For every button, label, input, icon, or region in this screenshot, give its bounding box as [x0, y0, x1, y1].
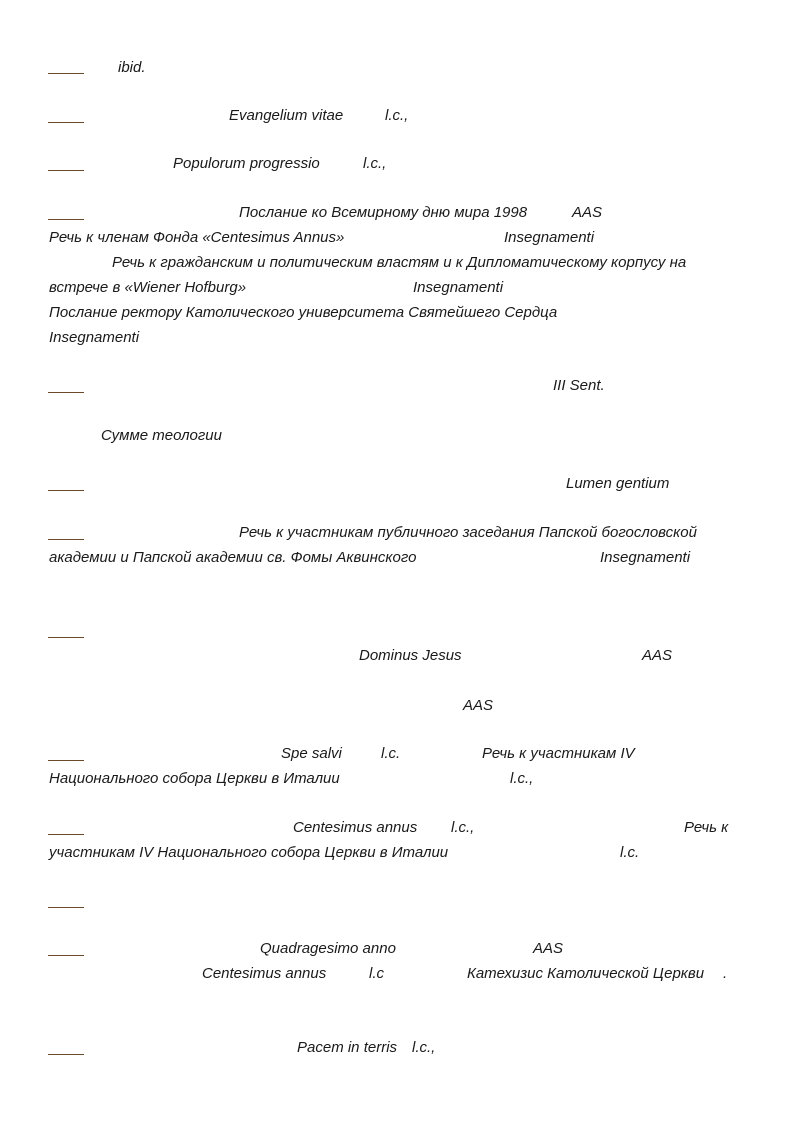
- footnote-text: Centesimus annus: [293, 819, 418, 836]
- footnote-rule: [48, 122, 84, 123]
- footnote-text: l.c.,: [412, 1039, 436, 1056]
- footnote-text: l.c.: [381, 745, 401, 762]
- footnote-text: Речь к членам Фонда «Centesimus Annus»: [49, 229, 345, 246]
- footnote-text: AAS: [572, 204, 603, 221]
- footnote-text: l.c.,: [385, 107, 409, 124]
- footnote-text: Речь к участникам IV: [482, 745, 635, 762]
- footnote-text: участникам IV Национального собора Церкви в Италии: [49, 844, 449, 861]
- footnote-text: встрече в «Wiener Hofburg»: [49, 279, 247, 296]
- footnote-text: Insegnamenti: [413, 279, 504, 296]
- footnote-text: Речь к участникам публичного заседания Папской богословской: [239, 524, 697, 541]
- footnote-rule: [48, 955, 84, 956]
- footnote-text: Dominus Jesus: [359, 647, 462, 664]
- footnote-text: Катехизис Католической Церкви: [467, 965, 705, 982]
- footnote-rule: [48, 490, 84, 491]
- footnote-rule: [48, 637, 84, 638]
- footnote-text: III Sent.: [553, 377, 605, 394]
- footnote-text: академии и Папской академии св. Фомы Аквинского: [49, 549, 417, 566]
- footnote-text: AAS: [463, 697, 494, 714]
- footnote-text: Речь к гражданским и политическим властям и к Дипломатическому корпусу на: [112, 254, 687, 271]
- footnote-rule: [48, 1054, 84, 1055]
- footnote-text: Речь к: [684, 819, 729, 836]
- footnote-rule: [48, 907, 84, 908]
- footnote-rule: [48, 760, 84, 761]
- footnote-rule: [48, 219, 84, 220]
- footnote-text: l.c.,: [510, 770, 534, 787]
- footnote-text: Insegnamenti: [600, 549, 691, 566]
- footnote-text: Evangelium vitae: [229, 107, 344, 124]
- footnote-text: l.c.,: [363, 155, 387, 172]
- footnote-text: .: [723, 965, 728, 982]
- footnote-text: l.c.,: [451, 819, 475, 836]
- footnote-rule: [48, 73, 84, 74]
- footnote-text: Insegnamenti: [49, 329, 140, 346]
- footnote-rule: [48, 834, 84, 835]
- footnote-text: Сумме теологии: [101, 427, 222, 444]
- footnote-text: Centesimus annus: [202, 965, 327, 982]
- footnote-text: Insegnamenti: [504, 229, 595, 246]
- footnote-text: AAS: [642, 647, 673, 664]
- footnote-text: l.c.: [620, 844, 640, 861]
- footnote-text: Национального собора Церкви в Италии: [49, 770, 340, 787]
- footnote-text: Послание ректору Католического университета Святейшего Сердца: [49, 304, 558, 321]
- footnote-text: AAS: [533, 940, 564, 957]
- footnote-text: Quadragesimo anno: [260, 940, 396, 957]
- footnote-rule: [48, 539, 84, 540]
- footnote-text: Послание ко Всемирному дню мира 1998: [239, 204, 528, 221]
- footnote-text: Lumen gentium: [566, 475, 670, 492]
- footnote-text: Populorum progressio: [173, 155, 320, 172]
- footnote-rule: [48, 392, 84, 393]
- footnote-text: Pacem in terris: [297, 1039, 398, 1056]
- footnote-text: Spe salvi: [281, 745, 342, 762]
- footnote-rule: [48, 170, 84, 171]
- footnote-text: l.c: [369, 965, 384, 982]
- footnote-text: ibid.: [118, 59, 146, 76]
